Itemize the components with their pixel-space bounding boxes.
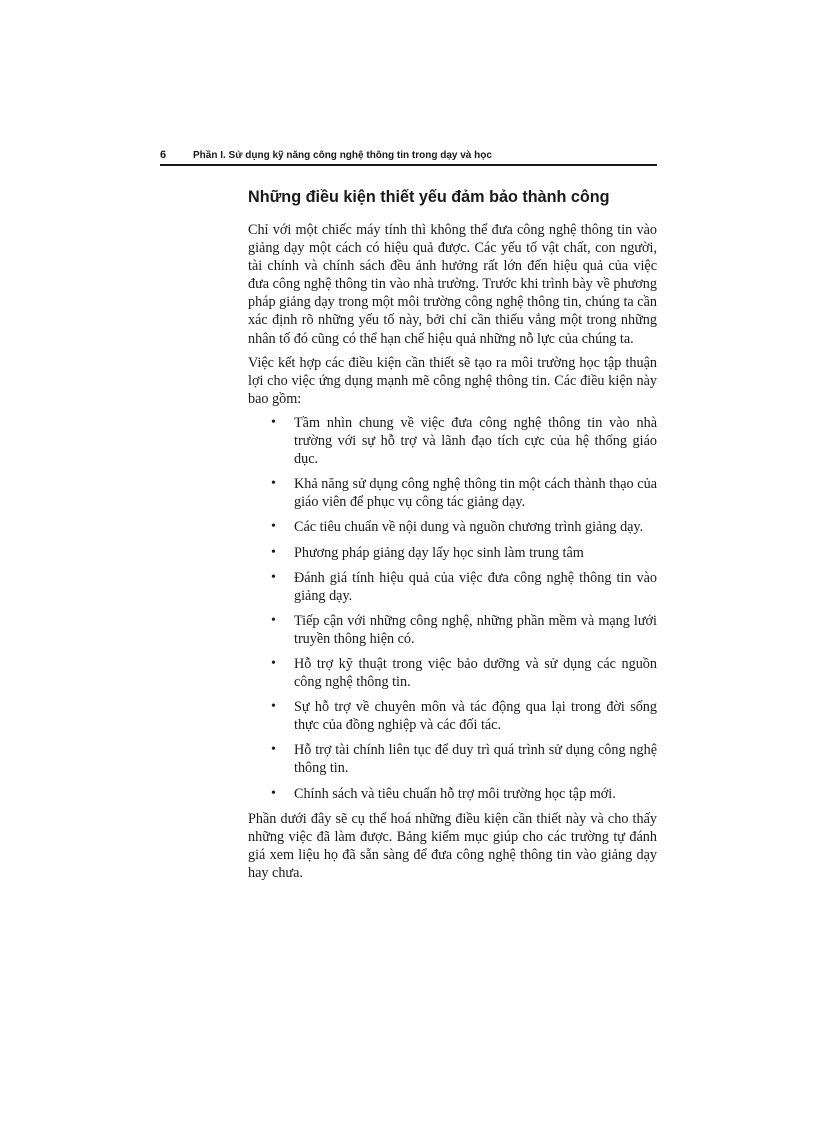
list-item	[248, 518, 657, 536]
list-item	[248, 475, 657, 511]
page-header	[160, 146, 657, 166]
list-item-text: Khả năng sử dụng công nghệ thông tin một cách thành thạo của giáo viên để phục vụ công tác giảng dạy.	[294, 476, 657, 511]
list-item-text: Phương pháp giảng dạy lấy học sinh làm trung tâm	[294, 544, 584, 561]
bullet-icon: •	[271, 699, 276, 715]
intro-paragraph: Chỉ với một chiếc máy tính thì không thể đưa công nghệ thông tin vào giảng dạy một cách có hiệu quả được. Các yếu tố vật chất, con người, tài chính và chính sách đều ảnh hưởng rất lớn đến hiệu quả của việc đưa công nghệ thông tin vào nhà trường. Trước khi trình bày về phương pháp giảng dạy trong một môi trường công nghệ thông tin, chúng ta cần xác định rõ những yếu tố này, bởi chỉ cần thiếu vắng một trong những nhân tố đó cũng có thể hạn chế hiệu quả những nỗ lực của chúng ta.	[248, 222, 657, 347]
list-item-text: Đánh giá tính hiệu quả của việc đưa công nghệ thông tin vào giảng dạy.	[294, 569, 657, 604]
conditions-intro-paragraph: Việc kết hợp các điều kiện cần thiết sẽ tạo ra môi trường học tập thuận lợi cho việc ứng dụng mạnh mẽ công nghệ thông tin. Các điều kiện này bao gồm:	[248, 354, 657, 407]
page-number: 6	[160, 149, 167, 161]
list-item-text: Hỗ trợ tài chính liên tục để duy trì quá trình sử dụng công nghệ thông tin.	[294, 742, 657, 777]
bullet-icon: •	[271, 519, 276, 535]
list-item	[248, 698, 657, 734]
list-item-text: Sự hỗ trợ về chuyên môn và tác động qua lại trong đời sống thực của đồng nghiệp và các đối tác.	[294, 699, 657, 734]
bullet-icon: •	[271, 476, 276, 492]
list-item	[248, 741, 657, 777]
bullet-icon: •	[271, 785, 276, 801]
list-item	[248, 612, 657, 648]
list-item	[248, 785, 657, 803]
bullet-icon: •	[271, 742, 276, 758]
list-item-text: Tiếp cận với những công nghệ, những phần mềm và mạng lưới truyền thông hiện có.	[294, 612, 657, 647]
list-item	[248, 569, 657, 605]
bullet-icon: •	[271, 569, 276, 585]
list-item	[248, 414, 657, 468]
list-item	[248, 655, 657, 691]
bullet-icon: •	[271, 414, 276, 430]
list-item-text: Tầm nhìn chung về việc đưa công nghệ thông tin vào nhà trường với sự hỗ trợ và lãnh đạo tích cực của hệ thống giáo dục.	[294, 414, 657, 468]
bullet-icon: •	[271, 612, 276, 628]
closing-paragraph: Phần dưới đây sẽ cụ thể hoá những điều kiện cần thiết này và cho thấy những việc đã làm được. Bảng kiểm mục giúp cho các trường tự đánh giá xem liệu họ đã sẵn sàng để đưa công nghệ thông tin vào giảng dạy hay chưa.	[248, 810, 657, 881]
list-item	[248, 544, 657, 562]
page-content	[248, 186, 657, 888]
running-title: Phần I. Sử dụng kỹ năng công nghệ thông tin trong dạy và học	[193, 150, 492, 161]
bullet-icon: •	[271, 544, 276, 560]
section-heading: Những điều kiện thiết yếu đảm bảo thành công	[248, 188, 610, 206]
bullet-icon: •	[271, 655, 276, 671]
list-item-text: Chính sách và tiêu chuẩn hỗ trợ môi trường học tập mới.	[294, 785, 616, 802]
conditions-list	[248, 414, 657, 803]
list-item-text: Các tiêu chuẩn về nội dung và nguồn chương trình giảng dạy.	[294, 519, 644, 536]
list-item-text: Hỗ trợ kỹ thuật trong việc bảo dưỡng và sử dụng các nguồn công nghệ thông tin.	[294, 655, 657, 691]
